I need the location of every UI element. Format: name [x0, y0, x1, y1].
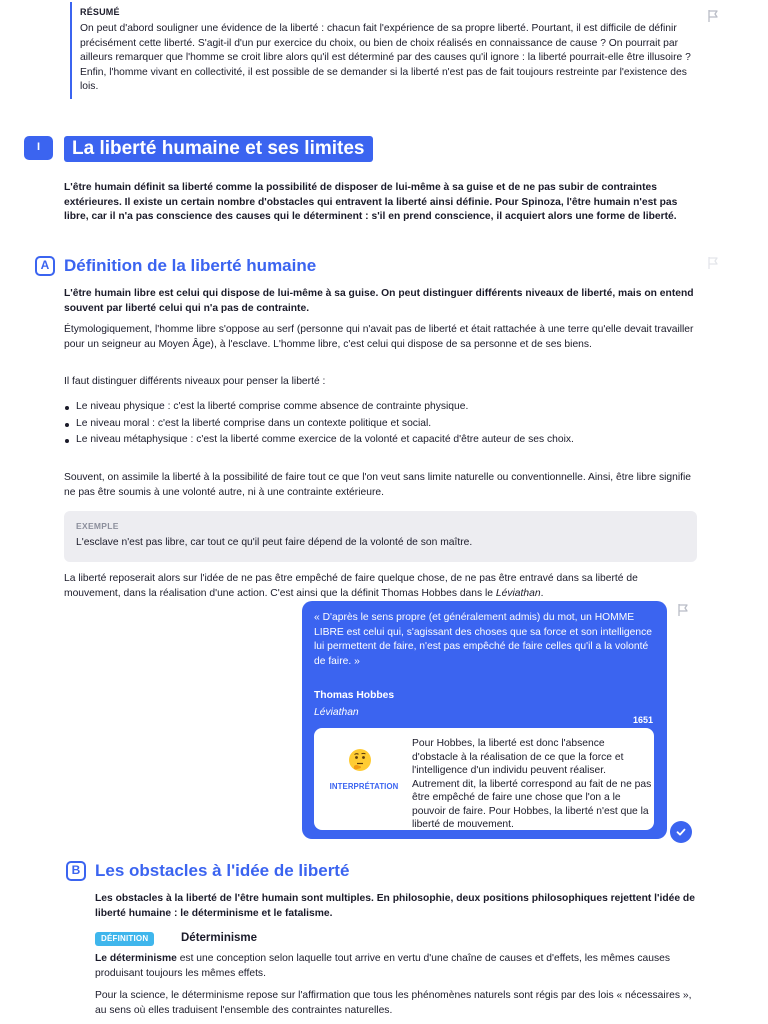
paragraph-hobbes-intro — [64, 572, 694, 601]
levels-list — [64, 400, 694, 450]
example-label: EXEMPLE — [76, 521, 119, 531]
subsection-a-title: Définition de la liberté humaine — [64, 256, 317, 275]
book-title: Léviathan — [495, 587, 541, 599]
quote-author: Thomas Hobbes — [314, 690, 395, 702]
list-item: Le niveau métaphysique : c'est la liberté comme exercice de la volonté et capacité d'être auteur de ses choix. — [64, 433, 694, 448]
subsection-b-title: Les obstacles à l'idée de liberté — [95, 861, 350, 880]
interpretation-label: INTERPRÉTATION — [329, 782, 399, 791]
example-box — [64, 511, 697, 562]
definition-text — [95, 952, 695, 981]
quote-year: 1651 — [632, 715, 653, 725]
section-number-badge: I — [24, 136, 53, 160]
section-intro: L'être humain définit sa liberté comme la possibilité de disposer de lui-même à sa guise et de ne pas subir de contraintes extérieures. Il existe un certain nombre d'obstacles qui entravent la liberté ainsi définie. Pour Spinoza, l'être humain n'est pas libre, car il n'a pas conscience des causes qui le déterminent : s'il en prend conscience, il acquiert alors une forme de liberté. — [64, 182, 678, 223]
definition-tag: DÉFINITION — [95, 932, 154, 946]
definition-rest: est une conception selon laquelle tout arrive en vertu d'une chaîne de causes et d'effets, les mêmes causes produisant toujours les mêmes effets. — [95, 953, 670, 979]
resume-box — [70, 2, 698, 99]
thinking-face-icon — [348, 748, 372, 772]
subsection-a-intro: L'être humain libre est celui qui dispose de lui-même à sa guise. On peut distinguer différents niveaux de liberté, mais on entend souvent par liberté celui qui n'a pas de contrainte. — [64, 288, 694, 314]
paragraph-assimilation: Souvent, on assimile la liberté à la possibilité de faire tout ce que l'on veut sans limite naturelle ou conventionnelle. Ainsi, être libre signifie ne pas être soumis à une volonté autre, ni à une contrainte extérieure. — [64, 472, 691, 498]
interpretation-text: Pour Hobbes, la liberté est donc l'absence d'obstacle à la réalisation de ce que la force et l'intelligence d'un individu peuvent réaliser. Autrement dit, la liberté correspond au fait de ne pas être empêché de faire une chose que l'on a le pouvoir de faire. Pour Hobbes, la liberté n'est que la liberté de mouvement. — [412, 738, 652, 831]
paragraph-text-end: . — [540, 587, 544, 599]
subsection-a-badge: A — [35, 256, 55, 276]
paragraph-text: La liberté reposerait alors sur l'idée de ne pas être empêché de faire quelque chose, de ne pas être entravé dans sa liberté de mouvement, dans la réalisation d'une action. C'est ainsi que la définit Thomas Hobbes dans le — [64, 573, 638, 599]
interpretation-box — [314, 728, 654, 830]
list-item: Le niveau moral : c'est la liberté comprise dans un contexte politique et social. — [64, 417, 694, 432]
definition-bold: Le déterminisme — [95, 953, 177, 964]
paragraph-etymology: Étymologiquement, l'homme libre s'oppose au serf (personne qui n'avait pas de liberté et était rattachée à une terre qu'elle devait travailler pour un seigneur au Moyen Âge), à l'esclave. L'homme libre, c'est celui qui dispose de sa personne et de ses biens. — [64, 324, 694, 350]
subsection-b-badge: B — [66, 861, 86, 881]
report-flag-icon[interactable] — [676, 603, 690, 617]
list-item: Le niveau physique : c'est la liberté comprise comme absence de contrainte physique. — [64, 400, 694, 415]
resume-label: RÉSUMÉ — [80, 7, 120, 17]
definition-term: Déterminisme — [181, 932, 258, 944]
paragraph-science: Pour la science, le déterminisme repose sur l'affirmation que tous les phénomènes naturels sont régis par des lois « nécessaires », au sens où elles traduisent l'ensemble des contraintes naturelles. — [95, 990, 692, 1016]
resume-text: On peut d'abord souligner une évidence de la liberté : chacun fait l'expérience de sa propre liberté. Pourtant, il est difficile de définir précisément cette liberté. S'agit-il d'un pur exercice du choix, ou bien de choix réalisés en connaissance de cause ? On pourrait par ailleurs remarquer que l'homme se croit libre alors qu'il est déterminé par des causes qu'il ignore : la liberté pourrait-elle être illusoire ? Enfin, l'homme vivant en collectivité, il est possible de se demander si la liberté n'est pas de fait toujours restreinte par l'existence des lois. — [80, 23, 691, 93]
report-flag-icon[interactable] — [706, 256, 720, 270]
paragraph-levels-intro: Il faut distinguer différents niveaux pour penser la liberté : — [64, 376, 326, 387]
section-title: La liberté humaine et ses limites — [64, 136, 373, 162]
subsection-b-intro: Les obstacles à la liberté de l'être humain sont multiples. En philosophie, deux positions philosophiques rejettent l'idée de liberté humaine : le déterminisme et le fatalisme. — [95, 893, 695, 919]
quote-work: Léviathan — [314, 707, 359, 719]
report-flag-icon[interactable] — [706, 9, 720, 23]
check-icon[interactable] — [670, 821, 692, 843]
quote-text: « D'après le sens propre (et généralement admis) du mot, un HOMME LIBRE est celui qui, s'agissant des choses que sa force et son intelligence lui permettent de faire, n'est pas empêché de faire celles qu'il a la volonté de faire. » — [314, 612, 652, 667]
quote-card — [302, 601, 667, 839]
example-text: L'esclave n'est pas libre, car tout ce qu'il peut faire dépend de la volonté de son maître. — [76, 537, 473, 549]
